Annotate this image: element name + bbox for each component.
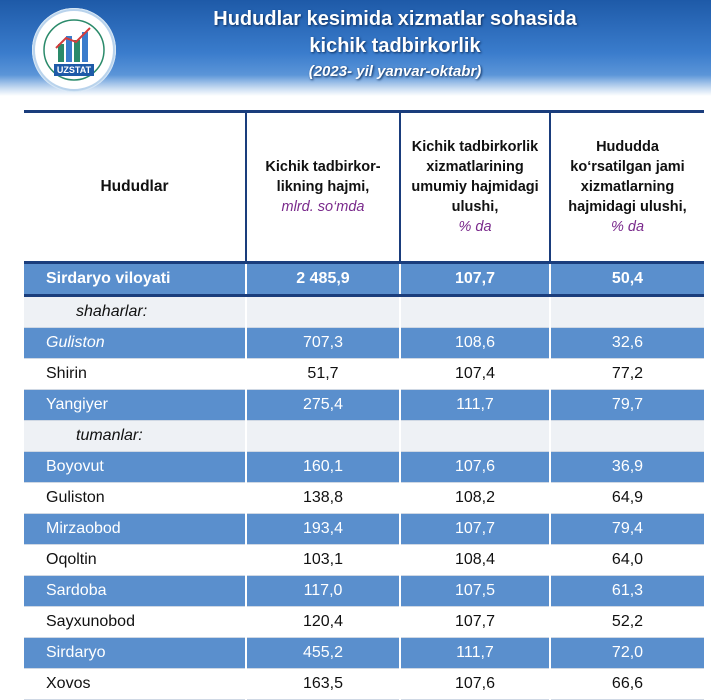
cell-share-services: 107,7 xyxy=(400,607,550,638)
cell-region: Mirzaobod xyxy=(24,514,246,545)
cell-share-services: 111,7 xyxy=(400,390,550,421)
table-row xyxy=(24,607,704,638)
table-row xyxy=(24,669,704,700)
cell-share-services: 108,2 xyxy=(400,483,550,514)
cell-volume: 51,7 xyxy=(246,359,400,390)
header-banner xyxy=(0,0,711,96)
empty-cell xyxy=(400,421,550,452)
cell-volume: 163,5 xyxy=(246,669,400,700)
cell-share-region: 52,2 xyxy=(550,607,704,638)
cell-region: Sardoba xyxy=(24,576,246,607)
cell-share-region: 79,4 xyxy=(550,514,704,545)
cell-share-region: 66,6 xyxy=(550,669,704,700)
cell-share-region: 61,3 xyxy=(550,576,704,607)
table-header-row xyxy=(24,112,704,263)
empty-cell xyxy=(400,296,550,328)
cell-volume: 455,2 xyxy=(246,638,400,669)
uzstat-logo-icon xyxy=(32,8,116,92)
column-header-share-region: Hududda ko‘rsatilgan jami xizmatlarning hajmidagi ulushi, % da xyxy=(550,112,704,263)
table-row-total xyxy=(24,263,704,296)
table-row xyxy=(24,545,704,576)
column-header-region: Hududlar xyxy=(24,112,246,263)
cell-share-region: 32,6 xyxy=(550,328,704,359)
cell-share-services: 107,7 xyxy=(400,514,550,545)
subtitle: (2023- yil yanvar-oktabr) xyxy=(308,63,482,80)
cell-volume: 138,8 xyxy=(246,483,400,514)
column-header-share-services: Kichik tadbirkorlik xizmatlarining umumiy hajmidagi ulushi, % da xyxy=(400,112,550,263)
cell-region: Guliston xyxy=(24,483,246,514)
cell-region: Oqoltin xyxy=(24,545,246,576)
empty-cell xyxy=(246,296,400,328)
cell-share-services: 107,6 xyxy=(400,452,550,483)
table-row xyxy=(24,514,704,545)
empty-cell xyxy=(550,421,704,452)
cell-share-region: 77,2 xyxy=(550,359,704,390)
cell-volume: 707,3 xyxy=(246,328,400,359)
table-row xyxy=(24,638,704,669)
cell-region: Sayxunobod xyxy=(24,607,246,638)
cell-share-services: 107,6 xyxy=(400,669,550,700)
table-row xyxy=(24,328,704,359)
cell-region: Shirin xyxy=(24,359,246,390)
cell-share-services: 108,6 xyxy=(400,328,550,359)
cell-region: Sirdaryo viloyati xyxy=(24,263,246,296)
districts-label: tumanlar: xyxy=(24,421,246,452)
empty-cell xyxy=(550,296,704,328)
cities-label: shaharlar: xyxy=(24,296,246,328)
cell-share-region: 50,4 xyxy=(550,263,704,296)
cell-share-services: 111,7 xyxy=(400,638,550,669)
title-line-1: Hududlar kesimida xizmatlar sohasida xyxy=(213,8,577,30)
cell-region: Boyovut xyxy=(24,452,246,483)
cell-share-services: 107,4 xyxy=(400,359,550,390)
cell-share-region: 72,0 xyxy=(550,638,704,669)
cell-region: Xovos xyxy=(24,669,246,700)
cell-share-region: 36,9 xyxy=(550,452,704,483)
cell-volume: 117,0 xyxy=(246,576,400,607)
cell-share-region: 64,9 xyxy=(550,483,704,514)
uzstat-logo xyxy=(32,8,116,92)
column-unit-share-services: % da xyxy=(458,219,492,235)
cell-share-services: 108,4 xyxy=(400,545,550,576)
logo-text: UZSTAT xyxy=(56,65,92,75)
cell-region: Sirdaryo xyxy=(24,638,246,669)
cell-share-services: 107,7 xyxy=(400,263,550,296)
regions-table xyxy=(24,110,704,700)
cell-region: Yangiyer xyxy=(24,390,246,421)
table-row xyxy=(24,359,704,390)
cell-volume: 160,1 xyxy=(246,452,400,483)
cell-volume: 193,4 xyxy=(246,514,400,545)
cell-region: Guliston xyxy=(24,328,246,359)
cell-volume: 120,4 xyxy=(246,607,400,638)
cell-share-region: 79,7 xyxy=(550,390,704,421)
table-row xyxy=(24,452,704,483)
title-line-2: kichik tadbirkorlik xyxy=(309,35,481,57)
table-row-districts-label xyxy=(24,421,704,452)
column-unit-share-region: % da xyxy=(610,219,645,235)
table-row xyxy=(24,483,704,514)
empty-cell xyxy=(246,421,400,452)
cell-share-services: 107,5 xyxy=(400,576,550,607)
cell-share-region: 64,0 xyxy=(550,545,704,576)
column-header-volume: Kichik tadbirkor-likning hajmi, mlrd. so‘mda xyxy=(246,112,400,263)
cell-volume: 275,4 xyxy=(246,390,400,421)
column-unit-volume: mlrd. so‘mda xyxy=(281,199,365,215)
cell-volume: 103,1 xyxy=(246,545,400,576)
table-row xyxy=(24,390,704,421)
cell-volume: 2 485,9 xyxy=(246,263,400,296)
table-row xyxy=(24,576,704,607)
table-row-cities-label xyxy=(24,296,704,328)
